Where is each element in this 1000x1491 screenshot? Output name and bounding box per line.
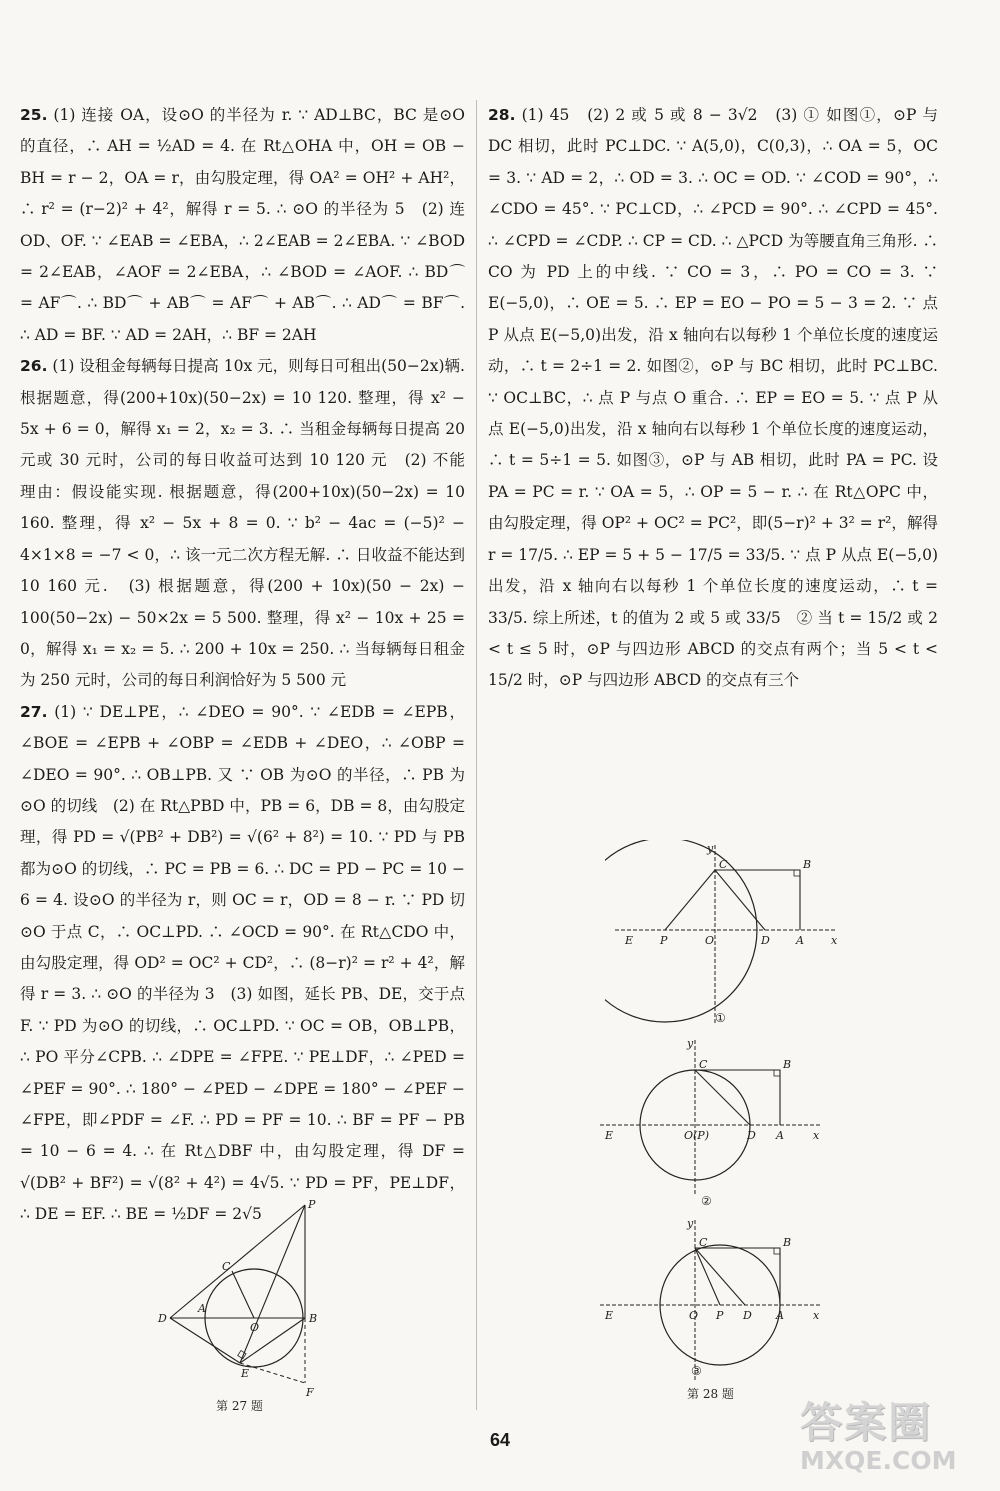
column-divider (476, 100, 477, 1410)
problem-28-number: 28. (488, 106, 516, 124)
figure-28-caption: 第 28 题 (687, 1387, 734, 1401)
label-a: A (776, 1309, 784, 1322)
label-b: B (309, 1312, 318, 1325)
label-d: D (158, 1312, 167, 1325)
figure-27 (150, 1200, 350, 1415)
label-y: y (707, 842, 714, 855)
right-angle-mark (794, 870, 800, 876)
label-c: C (699, 1236, 708, 1249)
line-oc (232, 1271, 254, 1318)
figure-28-1-tag: ① (715, 1011, 726, 1025)
label-o: O (705, 934, 715, 947)
problem-26 (20, 351, 481, 696)
problem-27 (20, 697, 465, 1231)
problem-26-number: 26. (20, 357, 48, 376)
figure-28-2-tag: ② (701, 1194, 712, 1208)
watermark-site: MXQE.COM (800, 1446, 957, 1475)
watermark (800, 1400, 980, 1485)
label-d: D (761, 934, 770, 947)
right-column (488, 100, 938, 697)
label-p: P (716, 1309, 724, 1322)
problem-25-number: 25. (20, 106, 48, 124)
label-o: O (250, 1321, 260, 1334)
page-number: 64 (489, 1430, 511, 1450)
line-cd (695, 1248, 745, 1305)
figure-27-caption: 第 27 题 (216, 1399, 263, 1413)
label-c: C (222, 1260, 231, 1273)
label-x: x (831, 934, 838, 947)
label-x: x (813, 1309, 820, 1322)
problem-25 (20, 100, 465, 351)
line-cd (695, 1070, 750, 1125)
label-c: C (699, 1058, 708, 1071)
circle-p (605, 840, 757, 1022)
label-a: A (796, 934, 804, 947)
right-angle-mark (774, 1070, 780, 1076)
problem-25-text: (1) 连接 OA，设⊙O 的半径为 r. ∵ AD⊥BC，BC 是⊙O 的直径，∴ AH = ½AD = 4. 在 Rt△OHA 中，OH = OB − BH = r − 2，OA = r，由勾股定理，得 OA² = OH² + AH²，∴ r² = (r−2)² + 4²，解得 r = 5. ∴ ⊙O 的半径为 5 (2) 连 OD、OF. ∵ ∠EAB = ∠EBA，∴ 2∠EAB = 2∠EBA. ∵ ∠BOD = 2∠EAB，∠AOF = 2∠EBA，∴ ∠BOD = ∠AOF. ∴ BD⌒ = AF⌒. ∴ BD⌒ + AB⌒ = AF⌒ + AB⌒. ∴ AD⌒ = BF⌒. ∴ AD = BF. ∵ AD = 2AH，∴ BF = 2AH (20, 106, 465, 344)
line-ef (240, 1363, 305, 1383)
label-e: E (625, 934, 634, 947)
right-angle-mark (774, 1248, 780, 1254)
label-c: C (719, 858, 728, 871)
problem-27-number: 27. (20, 702, 48, 721)
segment-cba (695, 1070, 780, 1125)
label-e: E (605, 1309, 614, 1322)
label-p: P (660, 934, 668, 947)
label-o: O (689, 1309, 699, 1322)
label-y: y (687, 1037, 694, 1050)
line-dp (170, 1205, 305, 1318)
problem-26-text: (1) 设租金每辆每日提高 10x 元，则每日可租出(50−2x)辆. 根据题意，得(200+10x)(50−2x) = 10 120. 整理，得 x² − 5x + 6 = 0，解得 x₁ = 2，x₂ = 3. ∴ 当租金每辆每日提高 20 元或 30 元时，公司的每日收益可达到 10 120 元 (2) 不能 理由：假设能实现. 根据题意，得(200+10x)(50−2x) = 10 160. 整理，得 x² − 5x + 8 = 0. ∵ b² − 4ac = (−5)² − 4×1×8 = −7 < 0，∴ 该一元二次方程无解. ∴ 日收益不能达到 10 160 元. (3) 根据题意，得(200 + 10x)(50 − 2x) − 100(50−2x) − 50×2x = 5 500. 整理，得 x² − 10x + 25 = 0，解得 x₁ = x₂ = 5. ∴ 200 + 10x = 250. ∴ 当每辆每日租金为 250 元时，公司的每日利润恰好为 5 500 元 (20, 357, 481, 690)
line-cd (715, 870, 765, 930)
figure-28-1 (605, 840, 855, 1030)
figure-28-3-tag: ③ (691, 1364, 702, 1378)
label-b: B (783, 1058, 792, 1071)
line-pe (240, 1205, 305, 1363)
label-x: x (813, 1129, 820, 1142)
problem-28-text: (1) 45 (2) 2 或 5 或 8 − 3√2 (3) ① 如图①，⊙P 与 DC 相切，此时 PC⊥DC. ∵ A(5,0)，C(0,3)，∴ OA = 5，OC = 3. ∵ AD = 2，∴ OD = 3. ∴ OC = OD. ∵ ∠COD = 90°，∴ ∠CDO = 45°. ∵ PC⊥CD，∴ ∠PCD = 90°. ∴ ∠CPD = 45°. ∴ ∠CPD = ∠CDP. ∴ CP = CD. ∴ △PCD 为等腰直角三角形. ∴ CO 为 PD 上的中线. ∵ CO = 3，∴ PO = CO = 3. ∵ E(−5,0)，∴ OE = 5. ∴ EP = EO − PO = 5 − 3 = 2. ∵ 点 P 从点 E(−5,0)出发，沿 x 轴向右以每秒 1 个单位长度的速度运动，∴ t = 2÷1 = 2. 如图②，⊙P 与 BC 相切，此时 PC⊥BC. ∵ OC⊥BC，∴ 点 P 与点 O 重合. ∴ EP = EO = 5. ∵ 点 P 从点 E(−5,0)出发，沿 x 轴向右以每秒 1 个单位长度的速度运动，∴ t = 5÷1 = 5. 如图③，⊙P 与 AB 相切，此时 PA = PC. 设 PA = PC = r. ∵ OA = 5，∴ OP = 5 − r. ∴ 在 Rt△OPC 中，由勾股定理，得 OP² + OC² = PC²，即(5−r)² + 3² = r²，解得 r = 17/5. ∴ EP = 5 + 5 − 17/5 = 33/5. ∵ 点 P 从点 E(−5,0)出发，沿 x 轴向右以每秒 1 个单位长度的速度运动，∴ t = 33/5. 综上所述，t 的值为 2 或 5 或 33/5 ② 当 t = 15/2 或 2 < t ≤ 5 时，⊙P 与四边形 ABCD 的交点有两个；当 5 < t < 15/2 时，⊙P 与四边形 ABCD 的交点有三个 (488, 106, 938, 690)
label-e: E (605, 1129, 614, 1142)
figure-28-3 (595, 1215, 845, 1415)
label-b: B (783, 1236, 792, 1249)
label-d: D (743, 1309, 752, 1322)
label-b: B (803, 858, 812, 871)
label-e: E (241, 1367, 250, 1380)
label-p: P (308, 1200, 316, 1211)
figure-28-2 (595, 1035, 845, 1210)
line-cp (665, 870, 715, 930)
label-a: A (198, 1302, 206, 1315)
label-y: y (687, 1217, 694, 1230)
line-cp (695, 1248, 720, 1305)
label-op: O(P) (684, 1129, 710, 1142)
left-column (20, 100, 481, 1231)
watermark-title: 答案圈 (800, 1398, 933, 1447)
problem-27-text: (1) ∵ DE⊥PE，∴ ∠DEO = 90°. ∵ ∠EDB = ∠EPB，∠BOE = ∠EPB + ∠OBP = ∠EDB + ∠DEO，∴ ∠OBP = ∠DEO = 90°. ∴ OB⊥PB. 又 ∵ OB 为⊙O 的半径，∴ PB 为⊙O 的切线 (2) 在 Rt△PBD 中，PB = 6，DB = 8，由勾股定理，得 PD = √(PB² + DB²) = √(6² + 8²) = 10. ∵ PD 与 PB 都为⊙O 的切线，∴ PC = PB = 6. ∴ DC = PD − PC = 10 − 6 = 4. 设⊙O 的半径为 r，则 OC = r，OD = 8 − r. ∵ PD 切⊙O 于点 C，∴ OC⊥PD. ∴ ∠OCD = 90°. 在 Rt△CDO 中，由勾股定理，得 OD² = OC² + CD²，∴ (8−r)² = r² + 4²，解得 r = 3. ∴ ⊙O 的半径为 3 (3) 如图，延长 PB、DE，交于点 F. ∵ PD 为⊙O 的切线，∴ OC⊥PD. ∵ OC = OB，OB⊥PB，∴ PO 平分∠CPB. ∴ ∠DPE = ∠FPE. ∵ PE⊥DF，∴ ∠PED = ∠PEF = 90°. ∴ 180° − ∠PED − ∠DPE = 180° − ∠PEF − ∠FPE，即∠PDF = ∠F. ∴ PD = PF = 10. ∴ BF = PF − PB = 10 − 6 = 4. ∴ 在 Rt△DBF 中，由勾股定理，得 DF = √(DB² + BF²) = √(8² + 4²) = 4√5. ∵ PD = PF，PE⊥DF，∴ DE = EF. ∴ BE = ½DF = 2√5 (20, 702, 465, 1224)
label-a: A (776, 1129, 784, 1142)
label-d: D (747, 1129, 756, 1142)
problem-28 (488, 100, 938, 697)
label-f: F (306, 1386, 314, 1399)
